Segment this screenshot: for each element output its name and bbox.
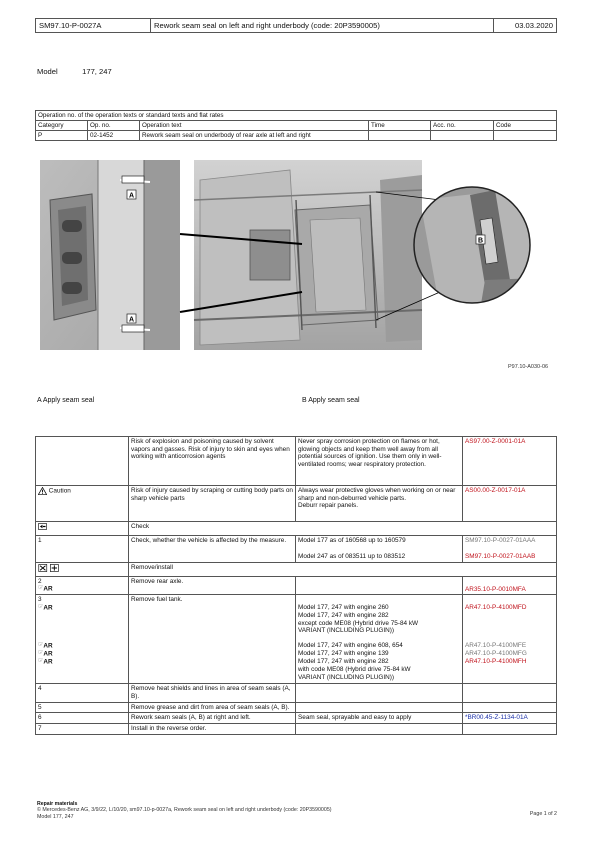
cell-code xyxy=(494,131,557,141)
step-model: Model 177, 247 with engine 260 Model 177, 247 with engine 282 except code ME08 (Hybrid drive 75-84 kW VARIANT (INCLUDING PLUGIN)) xyxy=(298,604,419,635)
figure-id: P97.10-A030-06 xyxy=(508,364,549,370)
step-model: Model 177 as of 160568 up to 160579 xyxy=(298,537,406,544)
step-number: 6 xyxy=(36,713,129,724)
repair-hand-icon: ☞ xyxy=(38,585,44,592)
col-code: Code xyxy=(494,121,557,131)
cell-operation-text: Rework seam seal on underbody of rear axle at left and right xyxy=(140,131,369,141)
caution-label: Caution xyxy=(48,487,71,495)
col-acc-no: Acc. no. xyxy=(431,121,494,131)
ar-label: AR xyxy=(43,642,53,650)
step-row xyxy=(36,576,557,595)
doc-title: Rework seam seal on left and right underbody (code: 20P3590005) xyxy=(151,19,494,33)
ar-label: AR xyxy=(43,604,53,612)
caption-b: B Apply seam seal xyxy=(302,397,360,404)
step-number: 2 xyxy=(38,577,42,585)
figure-label-a-top: A xyxy=(128,192,135,200)
step-ref-link[interactable]: AR47.10-P-4100MFH xyxy=(465,658,527,666)
check-label: Check xyxy=(129,522,557,536)
check-section-row xyxy=(36,522,557,536)
col-op-no: Op. no. xyxy=(88,121,140,131)
doc-date: 03.03.2020 xyxy=(494,19,557,33)
document-header xyxy=(35,18,557,33)
repair-hand-icon: ☞ xyxy=(38,642,44,649)
cell-acc-no xyxy=(431,131,494,141)
warning-icon xyxy=(38,487,47,495)
step-text: Remove fuel tank. xyxy=(129,595,296,684)
figure-label-a-bottom: A xyxy=(128,316,135,324)
risk-ref-link[interactable]: AS00.00-Z-0017-01A xyxy=(463,486,557,522)
risk-measure: Always wear protective gloves when working on or near sharp and non-deburred vehicle parts. Deburr repair panels. xyxy=(296,486,463,522)
ar-label: AR xyxy=(43,585,53,593)
risk-measure: Never spray corrosion protection on flames or hot, glowing objects and keep them well away from all potential sources of ignition. Use them only in well-ventilated rooms; wear respiratory protection. xyxy=(296,437,463,486)
doc-id: SM97.10-P-0027A xyxy=(36,19,151,33)
step-model: Model 247 as of 083511 up to 083512 xyxy=(298,553,406,560)
operation-table xyxy=(35,110,557,141)
figure-label-b: B xyxy=(477,237,484,245)
risk-label xyxy=(36,437,129,486)
col-operation-text: Operation text xyxy=(140,121,369,131)
model-row xyxy=(37,67,112,76)
repair-hand-icon: ☞ xyxy=(38,650,44,657)
step-ref-link[interactable]: AR47.10-P-4100MFD xyxy=(465,604,527,612)
page-number: Page 1 of 2 xyxy=(529,811,557,817)
step-text: Install in the reverse order. xyxy=(129,724,296,735)
operation-table-caption: Operation no. of the operation texts or standard texts and flat rates xyxy=(36,111,557,121)
step-row xyxy=(36,702,557,713)
step-row xyxy=(36,724,557,735)
copyright-line: © Mercedes-Benz AG, 3/9/22, L/10/20, sm97.10-p-0027a, Rework seam seal on left and right underbody (code: 20P3590005) xyxy=(37,807,332,814)
model-label: Model xyxy=(37,67,58,76)
risk-text: Risk of explosion and poisoning caused by solvent vapors and gasses. Risk of injury to skin and eyes when working with anticorrosion agents xyxy=(129,437,296,486)
step-row xyxy=(36,713,557,724)
footer-model-line: Model 177, 247 xyxy=(37,813,74,820)
step-number: 7 xyxy=(36,724,129,735)
procedure-table xyxy=(35,436,557,735)
step-ref-link[interactable]: *BR00.45-Z-1134-01A xyxy=(463,713,557,724)
check-icon xyxy=(38,523,47,530)
step-text: Rework seam seals (A, B) at right and left. xyxy=(129,713,296,724)
magnified-detail-b xyxy=(410,180,540,310)
step-text: Remove rear axle. xyxy=(129,576,296,595)
step-number: 3 xyxy=(38,596,42,604)
repair-hand-icon: ☞ xyxy=(38,604,44,611)
step-row xyxy=(36,536,557,563)
col-category: Category xyxy=(36,121,88,131)
remove-install-label: Remove/install xyxy=(129,562,557,576)
step-text: Check, whether the vehicle is affected by the measure. xyxy=(129,536,296,563)
page-footer xyxy=(37,801,557,820)
step-text: Remove heat shields and lines in area of seam seals (A, B). xyxy=(129,684,296,702)
step-ref-link[interactable]: AR47.10-P-4100MFE xyxy=(465,642,527,650)
step-model: Model 177, 247 with engine 282 with code ME08 (Hybrid drive 75-84 kW VARIANT (INCLUDING PLUGIN)) xyxy=(298,658,411,681)
risk-row xyxy=(36,437,557,486)
left-detail-view xyxy=(40,160,180,350)
step-model: Model 177, 247 with engine 608, 654 xyxy=(298,642,403,650)
step-row xyxy=(36,684,557,702)
repair-materials-label: Repair materials xyxy=(37,801,78,807)
step-number: 1 xyxy=(36,536,129,563)
ar-label: AR xyxy=(43,658,53,666)
step-measure: Seam seal, sprayable and easy to apply xyxy=(296,713,463,724)
cell-time xyxy=(369,131,431,141)
step-ref-link[interactable]: AR47.10-P-4100MFG xyxy=(465,650,527,658)
cell-category: P xyxy=(36,131,88,141)
cell-op-no: 02-1452 xyxy=(88,131,140,141)
step-number: 5 xyxy=(36,702,129,713)
model-value: 177, 247 xyxy=(82,67,112,76)
ar-label: AR xyxy=(43,650,53,658)
remove-install-section-row xyxy=(36,562,557,576)
main-underbody-view xyxy=(194,160,422,350)
underbody-illustration xyxy=(40,160,556,350)
step-ref-link[interactable]: SM97.10-P-0027-01AAA xyxy=(465,537,536,544)
step-model: Model 177, 247 with engine 139 xyxy=(298,650,389,658)
step-row xyxy=(36,595,557,684)
step-text: Remove grease and dirt from area of seam seals (A, B). xyxy=(129,702,296,713)
risk-text: Risk of injury caused by scraping or cutting body parts on sharp vehicle parts xyxy=(129,486,296,522)
risk-ref-link[interactable]: AS97.00-Z-0001-01A xyxy=(463,437,557,486)
remove-install-icon xyxy=(38,564,60,572)
repair-hand-icon: ☞ xyxy=(38,658,44,665)
step-ref-link[interactable]: AR35.10-P-0010MFA xyxy=(465,585,526,593)
risk-row xyxy=(36,486,557,522)
step-number: 4 xyxy=(36,684,129,702)
caption-a: A Apply seam seal xyxy=(37,397,95,404)
step-ref-link[interactable]: SM97.10-P-0027-01AAB xyxy=(465,553,536,560)
col-time: Time xyxy=(369,121,431,131)
